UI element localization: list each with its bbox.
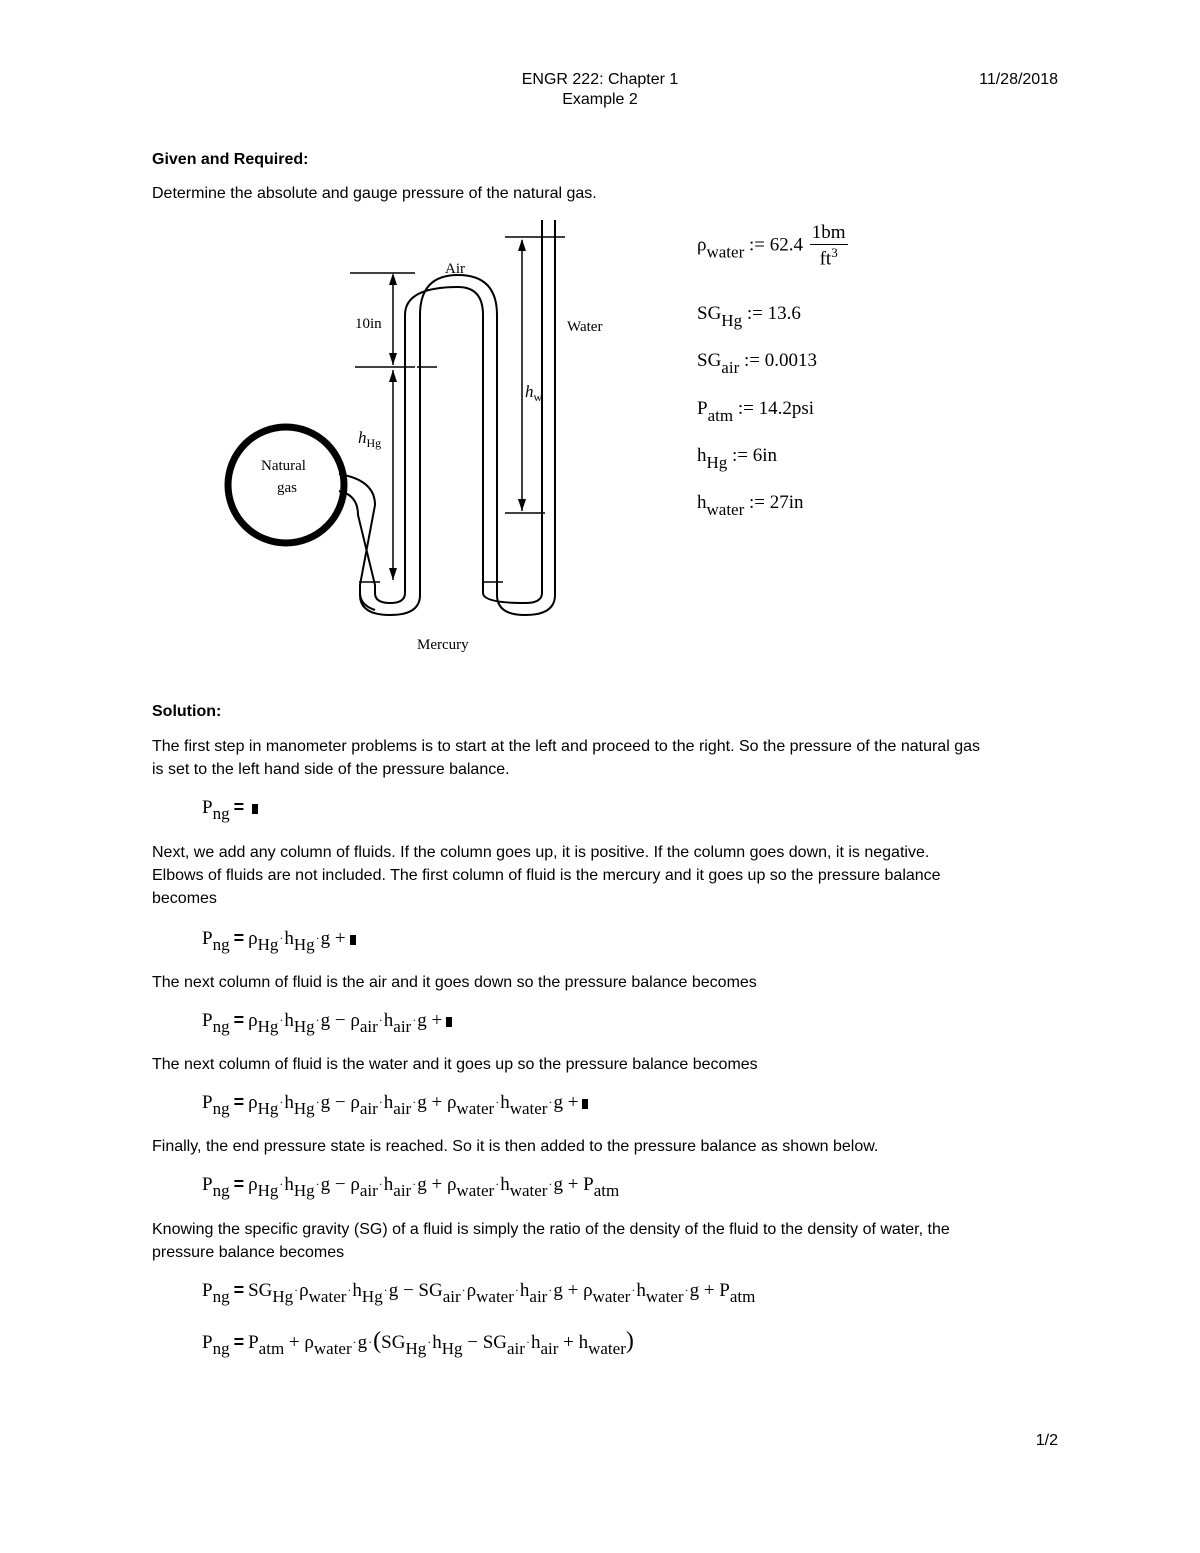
given-required-heading: Given and Required: [152,151,309,168]
equation-6: $P_{ng} = SG_{Hg}\cdot\rho_{water}\cdot h_{Hg}\cdot g - SG_{air}\cdot\rho_{water}\cdot h_{air}\cdot g + \rho_{water}\cdot h_{water}\cdot g + P_{atm}$ [202,1280,756,1306]
equation-1: $P_{ng}$ = [202,797,258,824]
solution-heading: Solution: [152,703,222,720]
label-hw: h [525,382,534,401]
arrowhead-10in-top [389,273,397,285]
svg-text:hw [525,382,543,404]
equation-7: $P_{ng} = P_{atm} + \rho_{water}\cdot g\cdot(SG_{Hg}\cdot h_{Hg} - SG_{air}\cdot h_{air} + h_{water})$ [202,1328,634,1358]
solution-p3: The next column of fluid is the air and it goes down so the pressure balance becomes [152,974,757,991]
label-natural: Natural [261,458,306,474]
equation-5: $P_{ng} = \rho_{Hg}\cdot h_{Hg}\cdot g - \rho_{air}\cdot h_{air}\cdot g + \rho_{water}\cdot h_{water}\cdot g + P_{atm}$ [202,1174,620,1200]
equation-2: $P_{ng} = \rho_{Hg}\cdot h_{Hg}\cdot g$ + [202,928,356,955]
page-number: 1/2 [1035,1432,1058,1449]
label-gas: gas [277,480,297,496]
solution-p4: The next column of fluid is the water and it goes up so the pressure balance becomes [152,1056,758,1073]
arrowhead-hhg-top [389,370,397,382]
label-hhg-sub: Hg [366,436,382,450]
svg-text:hHg [358,428,381,450]
placeholder-marker [350,935,356,945]
given-p-atm: $P_{atm}$ := 14.2psi [697,398,815,425]
given-rho-water: $\rho_{water}$ := 62.4 $\frac{1bm}{ft^3}$ [697,222,846,270]
solution-p5: Finally, the end pressure state is reached. So it is then added to the pressure balance as shown below. [152,1138,879,1155]
arrowhead-hw-bottom [518,499,526,511]
arrowhead-10in-bottom [389,353,397,365]
given-h-hg: $h_{Hg}$ := 6in [697,445,778,472]
header-course: ENGR 222: Chapter 1 [521,71,679,88]
placeholder-marker [582,1099,588,1109]
label-hw-sub: w [533,390,543,404]
label-water: Water [567,319,603,335]
solution-p2: Next, we add any column of fluids. If the column goes up, it is positive. If the column goes down, it is negative. Elbows of fluids are not included. The first column of fluid is the mercury and it goes up so the pressure balance becomes [152,844,941,907]
placeholder-marker [446,1017,452,1027]
equation-4: $P_{ng} = \rho_{Hg}\cdot h_{Hg}\cdot g - \rho_{air}\cdot h_{air}\cdot g + \rho_{water}\cdot h_{water}\cdot g$ + [202,1092,588,1119]
solution-p6: Knowing the specific gravity (SG) of a fluid is simply the ratio of the density of the fluid to the density of water, the pressure balance becomes [152,1221,950,1261]
header-date: 11/28/2018 [979,71,1058,88]
label-hhg: h [358,428,367,447]
label-air: Air [445,261,465,277]
arrowhead-hhg-bottom [389,568,397,580]
unit-fraction: $\frac{1bm}{ft^3}$ [811,222,846,270]
given-sg-air: $SG_{air}$ := 0.0013 [697,350,817,377]
manometer-diagram [215,215,615,665]
label-10in: 10in [355,316,382,332]
given-h-water: $h_{water}$ := 27in [697,492,804,519]
arrowhead-hw-top [518,239,526,251]
given-sg-hg: $SG_{Hg}$ := 13.6 [697,303,801,330]
equation-3: $P_{ng} = \rho_{Hg}\cdot h_{Hg}\cdot g - \rho_{air}\cdot h_{air}\cdot g$ + [202,1010,452,1037]
placeholder-marker [252,804,258,814]
header-example: Example 2 [562,91,638,108]
solution-p1: The first step in manometer problems is to start at the left and proceed to the right. So the pressure of the natural gas is set to the left hand side of the pressure balance. [152,738,980,778]
task-text: Determine the absolute and gauge pressure of the natural gas. [152,185,597,202]
tube-mid [360,593,375,610]
label-mercury: Mercury [417,637,469,653]
